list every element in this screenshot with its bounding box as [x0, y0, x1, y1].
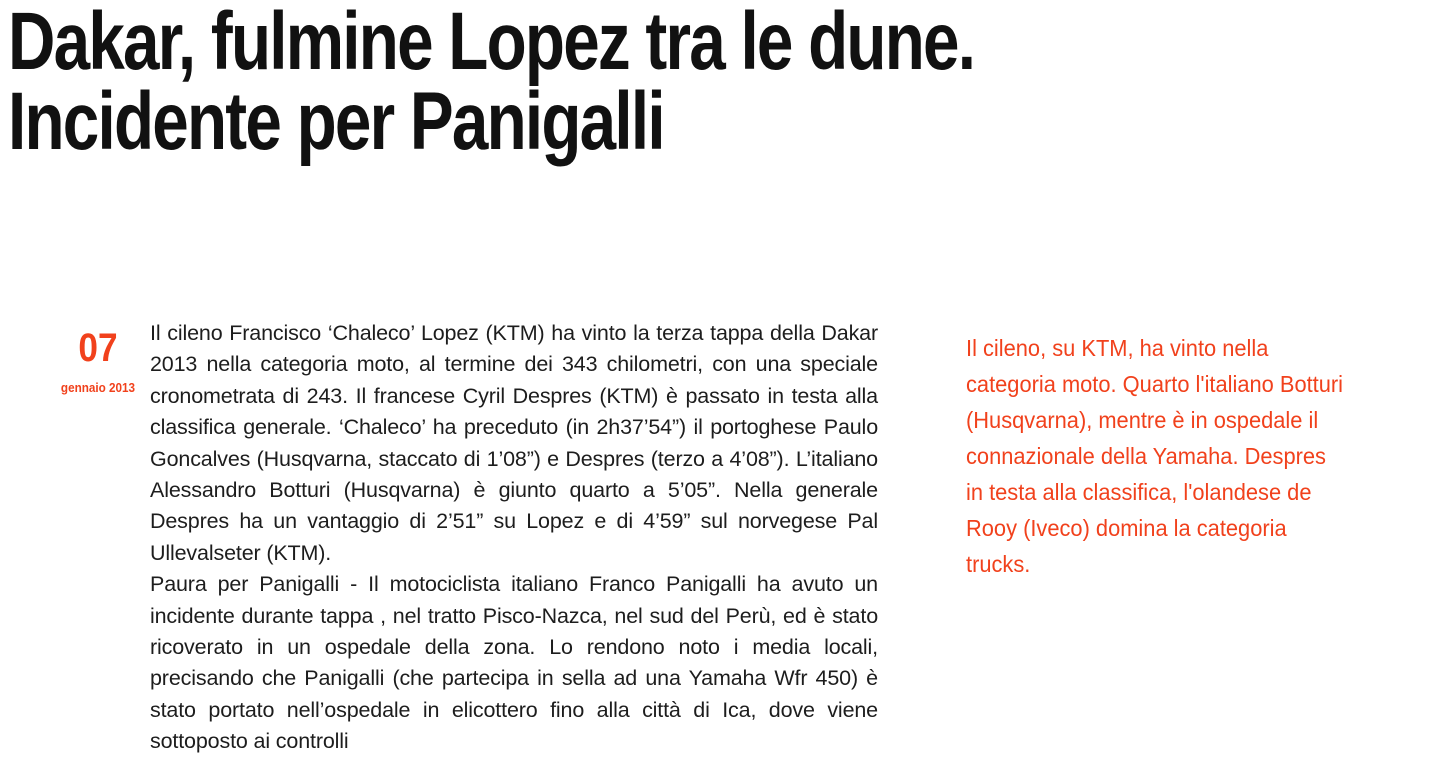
- body-paragraph: Il cileno Francisco ‘Chaleco’ Lopez (KTM) ha vinto la terza tappa della Dakar 2013 nella categoria moto, al termine dei 343 chilometri, con una speciale cronometrata di 243. Il francese Cyril Despres (KTM) è passato in testa alla classifica generale. ‘Chaleco’ ha preceduto (in 2h37’54”) il portoghese Paulo Goncalves (Husqvarna, staccato di 1’08”) e Despres (terzo a 4’08”). L’italiano Alessandro Botturi (Husqvarna) è giunto quarto a 5’05”. Nella generale Despres ha un vantaggio di 2’51” su Lopez e di 4’59” sul norvegese Pal Ullevalseter (KTM).: [150, 321, 878, 565]
- body-paragraph: Paura per Panigalli - Il motociclista italiano Franco Panigalli ha avuto un incidente durante tappa , nel tratto Pisco-Nazca, nel sud del Perù, ed è stato ricoverato in un ospedale della zona. Lo rendono noto i media locali, precisando che Panigalli (che partecipa in sella ad una Yamaha Wfr 450) è stato portato nell’ospedale in elicottero fino alla città di Ica, dove viene sottoposto ai controlli: [150, 572, 878, 754]
- date-day: 07: [78, 326, 118, 370]
- headline-line-2: Incidente per Panigalli: [8, 76, 664, 168]
- article-summary: [966, 330, 1366, 582]
- page-title: [8, 0, 1138, 168]
- article-body: [150, 318, 878, 758]
- summary-text: Il cileno, su KTM, ha vinto nella categoria moto. Quarto l'italiano Botturi (Husqvarna), mentre è in ospedale il connazionale della Yamaha. Despres in testa alla classifica, l'olandese de Rooy (Iveco) domina la categoria trucks.: [966, 335, 1344, 577]
- publication-date: [50, 328, 146, 396]
- headline-line-1: Dakar, fulmine Lopez tra le dune.: [8, 0, 975, 87]
- date-month-year: gennaio 2013: [60, 380, 136, 395]
